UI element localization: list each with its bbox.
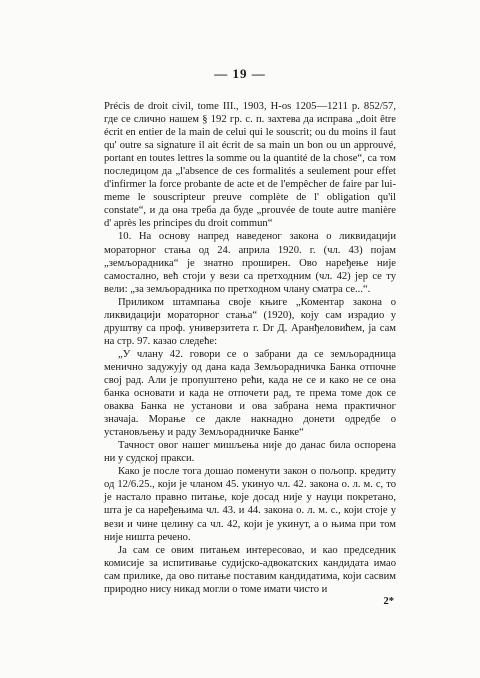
- paragraph-4-quote: „У члану 42. говори се о забрани да се земљорадница менично задужују од дана када Земљорадничка Банка отпочне свој рад. Али је пропуштено рећи, када не се и како не се она банка основати и када не отпочети рад, те према томе док се оваква Банка не установи и ова забрана нема практичног значаја. Морање се дакле накнадно донети одредбе о установљењу и раду Земљорадничке Банке“: [104, 348, 396, 439]
- page-number-header: — 19 —: [214, 66, 266, 81]
- paragraph-6: Како је после тога дошао поменути закон о пољопр. кредиту од 12/6.25., који је чланом 45. укинуо чл. 42. закона о. л. м. с, то је настало правно питање, које досад није у науци покретано, шта је са наређењима чл. 43. и 44. закона о. л. м. с., који стоје у вези и чине целину са чл. 42, који је укинут, а о њима при том није ништа речено.: [104, 466, 396, 543]
- paragraph-5: Тачност овог нашег мишљења није до данас била оспорена ни у судској пракси.: [104, 440, 396, 465]
- paragraph-3: Приликом штампања своје књиге „Коментар закона о ликвидацији мораторног стања“ (1920), коју сам израдио у друштву са проф. универзитета г. Dr Д. Аранђеловићем, ја сам на стр. 97. казао следеће:: [104, 296, 396, 347]
- paragraph-7: Ја сам се овим питањем интересовао, и као председник комисије за испитивање судијско-адвокатских кандидата имао сам прилике, да ово питање поставим кандидатима, који сасвим природно нису никад могли о томе имати чисто и: [104, 544, 396, 595]
- paragraph-1: Précis de droit civil, tome III., 1903, H-os 1205—1211 p. 852/57, где се слично нашем § 192 гр. с. п. захтева да исправа „doit être écrit en entier de la main de celui qui le souscrit; ou du moins il faut qu' outre sa signature il ait écrit de sa main un bon ou un approuvé, portant en toutes lettres la somme ou la quantité de la chose“, са том последицом да „l'absence de ces formalités a seulement pour effet d'infirmer la force probante de acte et de l'empêcher de faire par lui-meme le souscripteur preuve complète de l' obligation qu'il constate“, и да она треба да буде „prouvée de toute autre manière d' après les principes du droit commun“: [104, 101, 396, 230]
- signature-mark: 2*: [383, 596, 394, 607]
- paragraph-2: 10. На основу напред наведеног закона о ликвидацији мораторног стања од 24. априла 1920. г. (чл. 43) појам „земљорадника“ је знатно проширен. Ово наређење није самостално, већ стоји у вези са претходним (чл. 42) јер се ту вели: „за земљорадника по претходном члану сматра се...“.: [104, 231, 396, 295]
- body-text: [104, 100, 396, 596]
